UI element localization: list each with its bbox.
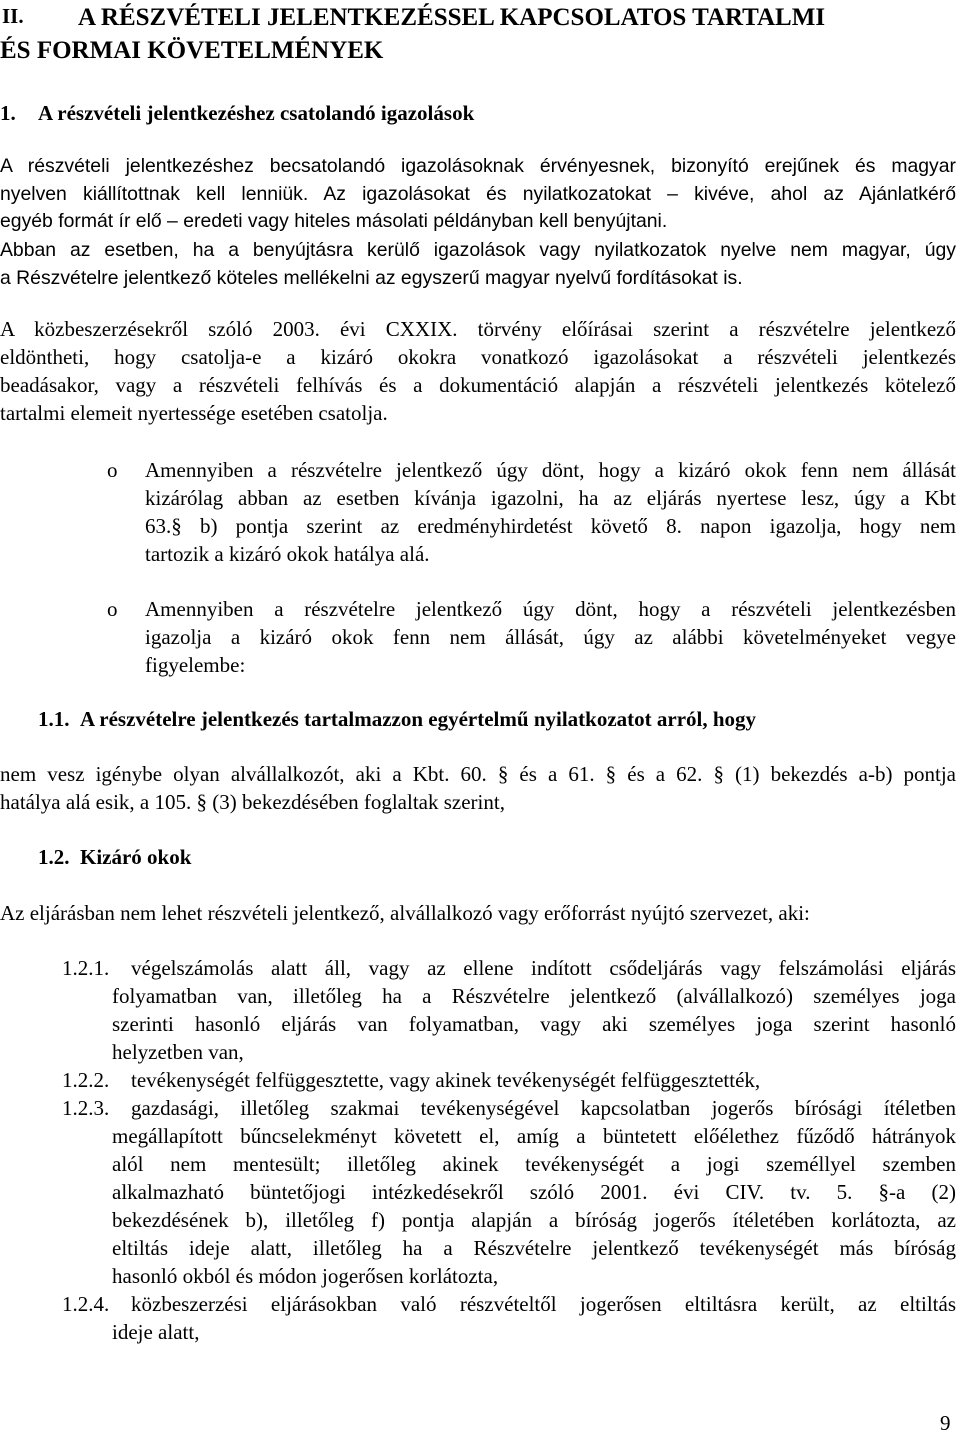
bullet2-line-3: figyelembe:: [145, 653, 246, 677]
item-1-2-4-line-2: ideje alatt,: [112, 1320, 200, 1344]
item-1-2-1-line-1: végelszámolás alatt áll, vagy az ellene indított csődeljárás vagy felszámolási eljárás: [131, 956, 956, 980]
section-1-number: 1.: [0, 101, 16, 125]
bullet1-line-2: kizárólag abban az esetben kívánja igazolni, ha az eljárás nyertese lesz, úgy a Kbt: [145, 486, 956, 510]
para1-line-3: egyéb formát ír elő – eredeti vagy hiteles másolati példányban kell benyújtani.: [0, 210, 668, 232]
para2-line-4: tartalmi elemeit nyertessége esetében csatolja.: [0, 401, 388, 425]
bullet1-line-3: 63.§ b) pontja szerint az eredményhirdetést követő 8. napon igazolja, hogy nem: [145, 514, 956, 538]
item-1-2-2-line-1: tevékenységét felfüggesztette, vagy akinek tevékenységét felfüggesztették,: [131, 1068, 761, 1092]
item-number: 1.2.4.: [62, 1292, 110, 1316]
item-1-2-4-line-1: közbeszerzési eljárásokban való részvételtől jogerősen eltiltásra került, az eltiltás: [131, 1292, 956, 1316]
para1-line-5: a Részvételre jelentkező köteles mellékelni az egyszerű magyar nyelvű fordításokat is.: [0, 267, 743, 289]
chapter-number: II.: [2, 4, 24, 28]
item-1-2-3-line-3: alól nem mentesült; illetőleg akinek tevékenységét a jogi személlyel szemben: [112, 1152, 956, 1176]
bullet-marker: o: [107, 458, 118, 482]
para2-line-1: A közbeszerzésekről szóló 2003. évi CXXIX. törvény előírásai szerint a részvételre jelentkező: [0, 317, 956, 341]
para1-line-4: Abban az esetben, ha a benyújtásra kerülő igazolások vagy nyilatkozatok nyelve nem magyar, úgy: [0, 239, 956, 261]
section-1-2-number: 1.2.: [38, 845, 70, 869]
bullet2-line-1: Amennyiben a részvételre jelentkező úgy dönt, hogy a részvételi jelentkezésben: [145, 597, 956, 621]
item-number: 1.2.3.: [62, 1096, 110, 1120]
item-1-2-3-line-2: megállapított bűncselekményt követett el, amíg a büntetett előélethez fűződő hátrányok: [112, 1124, 956, 1148]
section-1-title: A részvételi jelentkezéshez csatolandó igazolások: [38, 101, 475, 125]
item-1-2-1-line-2: folyamatban van, illetőleg ha a Részvételre jelentkező (alvállalkozó) személyes joga: [112, 984, 956, 1008]
para3-line-2: hatálya alá esik, a 105. § (3) bekezdésében foglaltak szerint,: [0, 790, 505, 814]
bullet-marker: o: [107, 597, 118, 621]
item-1-2-3-line-7: hasonló okból és módon jogerősen korlátozta,: [112, 1264, 499, 1288]
para1-line-1: A részvételi jelentkezéshez becsatolandó igazolásoknak érvényesnek, bizonyító erejűnek és magyar: [0, 155, 956, 177]
para1-line-2: nyelven kiállítottnak kell lenniük. Az igazolásokat és nyilatkozatokat – kivéve, ahol az Ajánlatkérő: [0, 183, 956, 205]
para4: Az eljárásban nem lehet részvételi jelentkező, alvállalkozó vagy erőforrást nyújtó szervezet, aki:: [0, 901, 810, 925]
item-number: 1.2.2.: [62, 1068, 110, 1092]
item-1-2-3-line-1: gazdasági, illetőleg szakmai tevékenységével kapcsolatban jogerős bírósági ítéletben: [131, 1096, 956, 1120]
bullet1-line-4: tartozik a kizáró okok hatálya alá.: [145, 542, 430, 566]
item-1-2-3-line-6: eltiltás ideje alatt, illetőleg ha a Részvételre jelentkező tevékenységét más bíróság: [112, 1236, 956, 1260]
para2-line-3: beadásakor, vagy a részvételi felhívás és a dokumentáció alapján a részvételi jelentkezés kötelező: [0, 373, 956, 397]
section-1-2-title: Kizáró okok: [80, 845, 192, 869]
item-1-2-1-line-4: helyzetben van,: [112, 1040, 244, 1064]
bullet1-line-1: Amennyiben a részvételre jelentkező úgy dönt, hogy a kizáró okok fenn nem állását: [145, 458, 956, 482]
para2-line-2: eldöntheti, hogy csatolja-e a kizáró okokra vonatkozó igazolásokat a részvételi jelentkezés: [0, 345, 956, 369]
chapter-title-line-2: ÉS FORMAI KÖVETELMÉNYEK: [0, 37, 384, 64]
item-number: 1.2.1.: [62, 956, 110, 980]
page-number: 9: [940, 1411, 951, 1435]
chapter-title-line-1: A RÉSZVÉTELI JELENTKEZÉSSEL KAPCSOLATOS TARTALMI: [78, 4, 826, 31]
section-1-1-number: 1.1.: [38, 707, 70, 731]
item-1-2-1-line-3: szerinti hasonló eljárás van folyamatban, vagy aki személyes joga szerint hasonló: [112, 1012, 956, 1036]
section-1-1-title: A részvételre jelentkezés tartalmazzon egyértelmű nyilatkozatot arról, hogy: [80, 707, 757, 731]
para3-line-1: nem vesz igénybe olyan alvállalkozót, aki a Kbt. 60. § és a 61. § és a 62. § (1) bekezdés a-b) pontja: [0, 762, 956, 786]
item-1-2-3-line-4: alkalmazható büntetőjogi intézkedésekről szóló 2001. évi CIV. tv. 5. §-a (2): [112, 1180, 956, 1204]
bullet2-line-2: igazolja a kizáró okok fenn nem állását, úgy az alábbi követelményeket vegye: [145, 625, 956, 649]
item-1-2-3-line-5: bekezdésének b), illetőleg f) pontja alapján a bíróság jogerős ítéletében korlátozta, az: [112, 1208, 956, 1232]
